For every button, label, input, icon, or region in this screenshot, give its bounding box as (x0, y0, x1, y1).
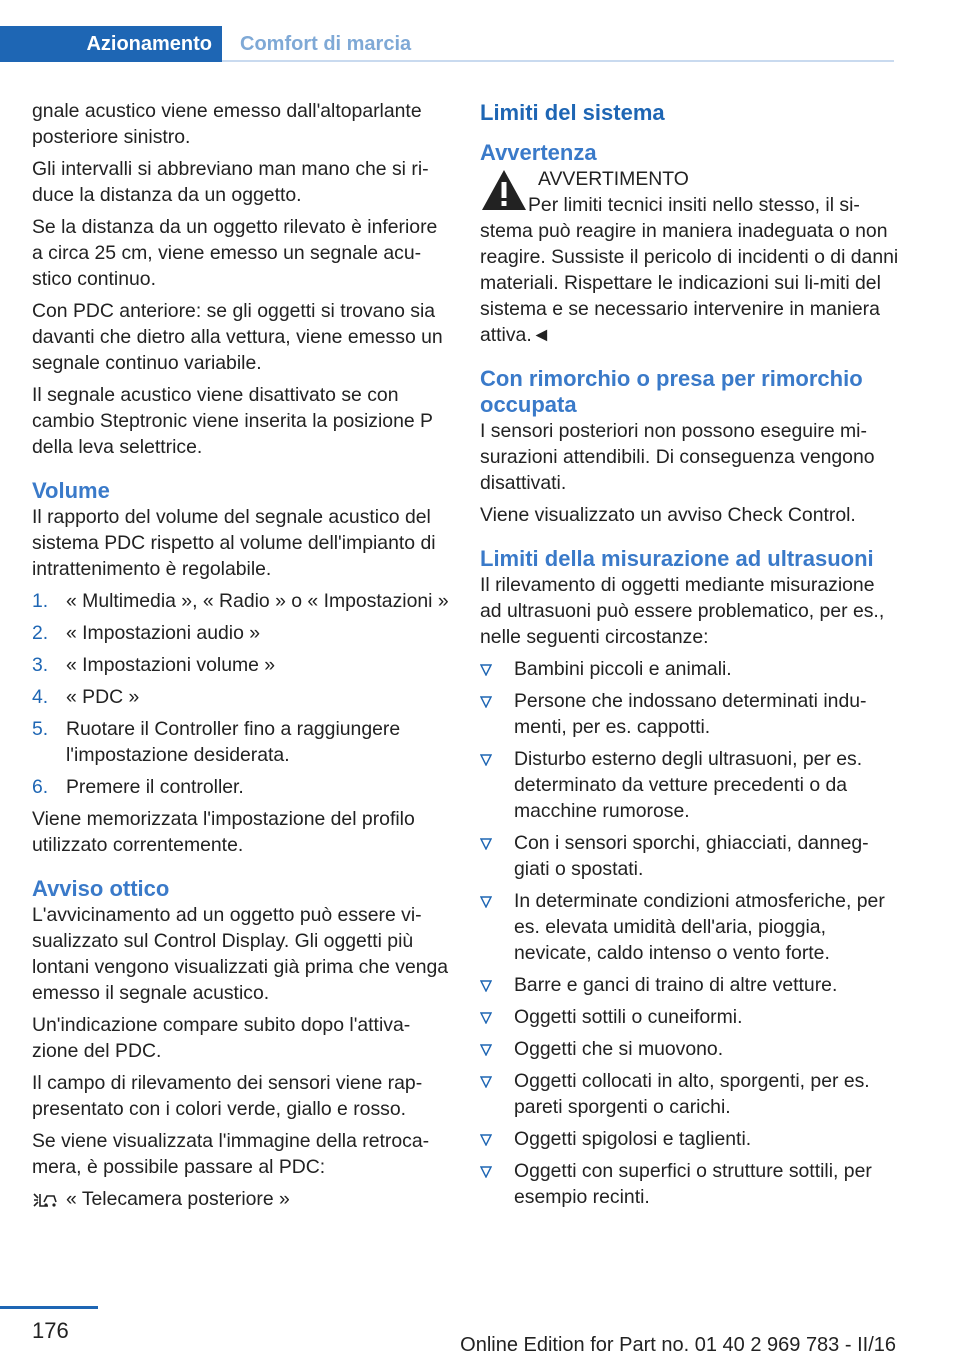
bullet-text: Bambini piccoli e animali. (514, 658, 732, 680)
bullet-text: Disturbo esterno degli ultrasuoni, per es. determinato da vetture precedenti o da macchine rumorose. (514, 748, 863, 822)
paragraph: Il rapporto del volume del segnale acustico del sistema PDC rispetto al volume dell'impianto di intrattenimento è regolabile. (32, 506, 436, 580)
list-item (480, 746, 900, 824)
section-heading-volume: Volume (32, 478, 110, 503)
bullet-text: In determinate condizioni atmosferiche, per es. elevata umidità dell'aria, pioggia, nevicate, caldo intenso o vento forte. (514, 890, 885, 964)
paragraph: Il campo di rilevamento dei sensori viene rap-presentato con i colori verde, giallo e rosso. (32, 1072, 423, 1120)
triangle-bullet-icon (480, 656, 514, 682)
header-tab-azionamento[interactable] (0, 26, 222, 62)
list-item (480, 1126, 900, 1152)
bullet-list (480, 656, 900, 1210)
section-heading-limiti: Limiti del sistema (480, 100, 665, 125)
bullet-text: Oggetti che si muovono. (514, 1038, 724, 1060)
camera-option-label: « Telecamera posteriore » (66, 1188, 290, 1210)
list-item (32, 774, 452, 800)
bullet-text: Oggetti sottili o cuneiformi. (514, 1006, 743, 1028)
bullet-text: Oggetti spigolosi e taglienti. (514, 1128, 752, 1150)
bullet-text: Oggetti collocati in alto, sporgenti, per es. pareti sporgenti o carichi. (514, 1070, 870, 1118)
section-heading-avviso-ottico: Avviso ottico (32, 876, 170, 901)
paragraph: Con PDC anteriore: se gli oggetti si trovano sia davanti che dietro alla vettura, viene emesso un segnale continuo variabile. (32, 300, 443, 374)
page-number: 176 (32, 1318, 69, 1343)
list-item (480, 830, 900, 882)
section-heading-rimorchio: Con rimorchio o presa per rimorchio occupata (480, 366, 863, 417)
list-item (480, 972, 900, 998)
footer-divider (0, 1306, 98, 1309)
paragraph: gnale acustico viene emesso dall'altoparlante posteriore sinistro. (32, 100, 422, 148)
list-item (480, 1004, 900, 1030)
header-tab-azionamento-label: Azionamento (86, 32, 212, 55)
list-item (480, 688, 900, 740)
list-item (32, 716, 452, 768)
list-item (480, 656, 900, 682)
step-number: 1. (32, 590, 49, 612)
step-text: « Impostazioni audio » (66, 622, 261, 644)
header-divider (222, 60, 894, 62)
list-item (480, 1068, 900, 1120)
paragraph: Il segnale acustico viene disattivato se con cambio Steptronic viene inserita la posizione P della leva selettrice. (32, 384, 433, 458)
list-item (32, 620, 452, 646)
warning-text: Per limiti tecnici insiti nello stesso, il si-stema può reagire in maniera inadeguata o non reagire. Sussiste il pericolo di incidenti o di danni materiali. Rispettare le indicazioni sui li-miti del sistema e se necessario intervenire in maniera attiva.◄ (480, 194, 899, 346)
triangle-bullet-icon (480, 1036, 514, 1062)
step-text: « PDC » (66, 686, 140, 708)
paragraph: Un'indicazione compare subito dopo l'attiva-zione del PDC. (32, 1014, 411, 1062)
paragraph: Se viene visualizzata l'immagine della retroca-mera, è possibile passare al PDC: (32, 1130, 430, 1178)
paragraph: Il rilevamento di oggetti mediante misurazione ad ultrasuoni può essere problematico, per es., nelle seguenti circostanze: (480, 574, 885, 648)
triangle-bullet-icon (480, 1126, 514, 1152)
bullet-text: Barre e ganci di traino di altre vetture. (514, 974, 838, 996)
bullet-text: Oggetti con superfici o strutture sottili, per esempio recinti. (514, 1160, 872, 1208)
paragraph: Viene memorizzata l'impostazione del profilo utilizzato correntemente. (32, 808, 415, 856)
pdc-icon (32, 1186, 58, 1217)
step-number: 3. (32, 654, 49, 676)
step-text: « Impostazioni volume » (66, 654, 276, 676)
triangle-bullet-icon (480, 746, 514, 824)
list-item (480, 1036, 900, 1062)
step-text: Premere il controller. (66, 776, 244, 798)
header-tab-comfort-label: Comfort di marcia (240, 33, 412, 55)
step-number: 2. (32, 622, 49, 644)
list-item (480, 1158, 900, 1210)
paragraph: Gli intervalli si abbreviano man mano che si ri-duce la distanza da un oggetto. (32, 158, 429, 206)
right-column (480, 98, 900, 1216)
section-heading-ultrasuoni: Limiti della misurazione ad ultrasuoni (480, 546, 874, 571)
paragraph: I sensori posteriori non possono eseguire mi-surazioni attendibili. Di conseguenza vengono disattivati. (480, 420, 875, 494)
warning-title: AVVERTIMENTO (538, 168, 689, 190)
step-number: 5. (32, 718, 49, 740)
bullet-text: Con i sensori sporchi, ghiacciati, danneg-giati o spostati. (514, 832, 869, 880)
list-item (32, 652, 452, 678)
triangle-bullet-icon (480, 972, 514, 998)
header-tab-comfort[interactable] (240, 26, 411, 62)
paragraph: Viene visualizzato un avviso Check Control. (480, 504, 856, 526)
triangle-bullet-icon (480, 1004, 514, 1030)
edition-text: Online Edition for Part no. 01 40 2 969 783 - II/16 (460, 1334, 896, 1356)
warning-triangle-icon (480, 166, 528, 214)
triangle-bullet-icon (480, 1158, 514, 1210)
triangle-bullet-icon (480, 830, 514, 882)
step-number: 6. (32, 776, 49, 798)
paragraph: L'avvicinamento ad un oggetto può essere vi-sualizzato sul Control Display. Gli oggetti più lontani vengono visualizzati già prima che venga emesso il segnale acustico. (32, 904, 449, 1004)
paragraph: Se la distanza da un oggetto rilevato è inferiore a circa 25 cm, viene emesso un segnale acu-stico continuo. (32, 216, 438, 290)
triangle-bullet-icon (480, 1068, 514, 1120)
list-item (32, 588, 452, 614)
list-item (32, 684, 452, 710)
camera-option-row (32, 1186, 452, 1217)
left-column (32, 98, 452, 1217)
step-text: « Multimedia », « Radio » o « Impostazioni » (66, 590, 449, 612)
list-item (480, 888, 900, 966)
step-text: Ruotare il Controller fino a raggiungere l'impostazione desiderata. (66, 718, 401, 766)
triangle-bullet-icon (480, 688, 514, 740)
steps-list (32, 588, 452, 800)
triangle-bullet-icon (480, 888, 514, 966)
step-number: 4. (32, 686, 49, 708)
section-heading-avvertenza: Avvertenza (480, 140, 597, 165)
bullet-text: Persone che indossano determinati indu-menti, per es. cappotti. (514, 690, 867, 738)
